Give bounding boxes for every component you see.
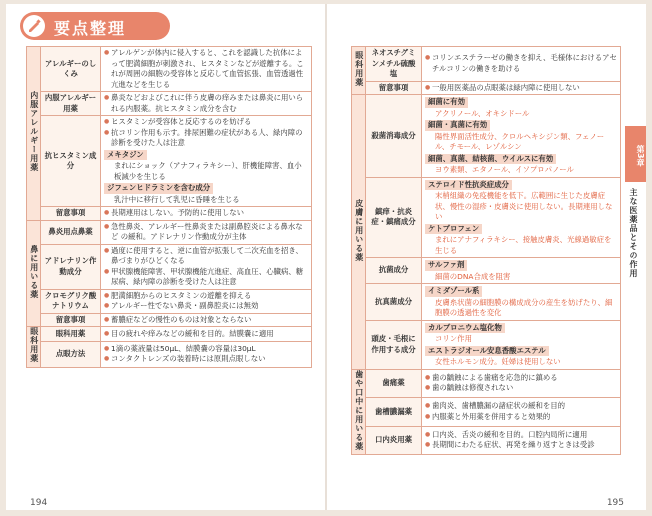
right-table (351, 46, 621, 455)
ingredient-note: まれにショック（アナフィラキシー）、肝機能障害、血小板減少を生じる (114, 161, 302, 181)
book-spread (6, 4, 646, 510)
section-header (20, 12, 170, 40)
bullet-text: ● 内服薬と外用薬を併用すると効果的 (425, 412, 617, 423)
category-cell (27, 327, 41, 368)
group-label: ケトプロフェン (425, 224, 482, 235)
row-heading: クロモグリク酸ナトリウム (41, 289, 101, 313)
category-cell (27, 47, 41, 221)
table-row (27, 207, 312, 221)
category-cell (352, 47, 366, 95)
table-row (352, 284, 621, 321)
row-heading: 歯槽膿漏薬 (366, 398, 422, 427)
bullet-text: ● 目の疲れや痒みなどの緩和を目的。結膜嚢に適用 (104, 329, 308, 340)
bullet-text: ● コリンエステラーゼの働きを抑え、毛様体におけるアセチルコリンの働きを助ける (425, 53, 617, 74)
row-content (422, 369, 621, 398)
group-label: エストラジオール安息香酸エステル (425, 346, 549, 357)
row-content (101, 220, 312, 244)
group-text: 末梢組織の免疫機能を低下。広範囲に生じた皮膚症状、慢性の湿疹・皮膚炎に使用しない。長期連用しない (435, 191, 613, 221)
group-label: 細菌、真菌、結核菌、ウイルスに有効 (425, 154, 556, 165)
row-content (422, 320, 621, 369)
row-content (422, 284, 621, 321)
bullet-text: ● 歯の齲蝕による歯痛を応急的に鎮める (425, 373, 617, 384)
row-content (101, 244, 312, 289)
table-row (27, 92, 312, 116)
bullet-text: ● 口内炎、舌炎の緩和を目的。口腔内局所に適用 (425, 430, 617, 441)
group-text: ヨウ素類、エタノール、イソプロパノール (435, 165, 574, 174)
left-table (26, 46, 312, 368)
row-heading: ネオスチグミンメチル硫酸塩 (366, 47, 422, 82)
ingredient-note: 乳汁中に移行して乳児に昏睡を生じる (114, 194, 240, 204)
table-row (27, 244, 312, 289)
bullet-text: ● 急性鼻炎、アレルギー性鼻炎または副鼻腔炎による鼻水など の緩和。アドレナリン作動成分が主体 (104, 222, 308, 243)
row-heading: 点眼方法 (41, 341, 101, 367)
ingredient-label: ジフェンヒドラミンを含む成分 (104, 183, 213, 194)
table-row (27, 220, 312, 244)
row-content (422, 258, 621, 284)
row-heading: 抗真菌成分 (366, 284, 422, 321)
group-label: サルファ剤 (425, 260, 467, 271)
row-content (101, 207, 312, 221)
bullet-text: ● 長期連用はしない。予防的に使用しない (104, 208, 308, 219)
table-row (27, 116, 312, 207)
category-label: 眼科用薬 (29, 327, 39, 363)
row-content (101, 327, 312, 342)
bullet-text: ● 甲状腺機能障害、甲状腺機能亢進症、高血圧、心臓病、糖尿病、緑内障の診断を受けた人は注意 (104, 267, 308, 288)
bullet-text: ● アレルゲンが体内に侵入すると、これを認識した抗体によって肥満細胞が刺激され、ヒスタミンなどが遊離する。これが周囲の細胞の受容体と反応して血管拡張、血管透過性亢進などを生じる (104, 48, 308, 90)
group-label: 細菌に有効 (425, 97, 468, 108)
category-label: 歯や口中に用いる薬 (354, 369, 364, 451)
group-text: 女性ホルモン成分。妊婦は使用しない (435, 357, 561, 366)
bullet-text: ● ヒスタミンが受容体と反応するのを妨げる (104, 117, 308, 128)
chapter-title: 主な医薬品とその作用 (629, 188, 638, 278)
group-label: カルプロニウム塩化物 (425, 323, 505, 334)
row-content (422, 398, 621, 427)
row-heading: 歯痛薬 (366, 369, 422, 398)
page-number-left: 194 (30, 498, 48, 508)
row-heading: 眼科用薬 (41, 327, 101, 342)
row-heading: 抗菌成分 (366, 258, 422, 284)
row-content (101, 289, 312, 313)
group-text: 細菌のDNA合成を阻害 (435, 271, 511, 281)
table-row (352, 320, 621, 369)
row-content (101, 341, 312, 367)
bullet-text: ● 1滴の薬液量は50μL、結膜嚢の容量は30μL (104, 344, 308, 355)
page-number-right: 195 (606, 498, 624, 508)
table-row (352, 369, 621, 398)
bullet-text: ● 蓄膿症などの慢性のものは対象とならない (104, 315, 308, 326)
bullet-text: ● 歯の齲蝕は修復されない (425, 383, 617, 394)
row-heading: 鼻炎用点鼻薬 (41, 220, 101, 244)
table-row (27, 327, 312, 342)
bullet-text: ● アレルギー性でない鼻炎・副鼻腔炎には無効 (104, 301, 308, 312)
table-row (27, 341, 312, 367)
group-text: 皮膚糸状菌の細胞膜の構成成分の産生を妨げたり、細胞膜の透過性を変化 (435, 297, 613, 317)
ingredient-label: メキタジン (104, 150, 147, 161)
chapter-tab: 第3章 (625, 126, 646, 182)
group-label: 細菌・真菌に有効 (425, 120, 490, 131)
bullet-text: ● 一般用医薬品の点眼薬は緑内障に使用しない (425, 83, 617, 94)
bullet-text: ● 肥満細胞からのヒスタミンの遊離を抑える (104, 291, 308, 302)
bullet-text: ● 過度に使用すると、逆に血管が拡張して二次充血を招き、鼻づまりがひどくなる (104, 246, 308, 267)
row-content (422, 426, 621, 455)
row-heading: 口内炎用薬 (366, 426, 422, 455)
row-heading: 留意事項 (41, 313, 101, 327)
table-row (352, 95, 621, 178)
category-label: 内服アレルギー用薬 (29, 91, 39, 172)
row-content (422, 95, 621, 178)
row-content (422, 81, 621, 95)
row-heading: 頭皮・毛根に作用する成分 (366, 320, 422, 369)
category-cell (27, 220, 41, 327)
bullet-text: ● 鼻炎などおよびこれに伴う皮膚の痒みまたは鼻炎に用いられる内服薬。抗ヒスタミン成分を含む (104, 93, 308, 114)
table-row (352, 81, 621, 95)
table-row (27, 47, 312, 92)
table-row (27, 313, 312, 327)
row-content (101, 47, 312, 92)
table-row (352, 398, 621, 427)
table-row (27, 289, 312, 313)
row-content (101, 116, 312, 207)
table-row (352, 177, 621, 258)
row-heading: 留意事項 (366, 81, 422, 95)
category-cell (352, 95, 366, 370)
table-row (352, 426, 621, 455)
bullet-text: ● コンタクトレンズの装着時には原則点眼しない (104, 354, 308, 365)
category-label: 皮膚に用いる薬 (354, 198, 364, 262)
group-text: まれにアナフィラキシー、接触皮膚炎、光線過敏症を生じる (435, 235, 612, 255)
row-heading: 留意事項 (41, 207, 101, 221)
category-label: 眼科用薬 (354, 50, 364, 87)
gutter (325, 4, 327, 510)
row-content (101, 313, 312, 327)
row-content (101, 92, 312, 116)
group-text: アクリノール、オキシドール (435, 108, 530, 118)
table-row (352, 47, 621, 82)
group-text: 陽性界面活性成分、クロルヘキシジン類、フェノール、チモール、レゾルシン (435, 131, 605, 151)
pencil-icon (23, 15, 45, 37)
group-label: ステロイド性抗炎症成分 (425, 180, 512, 191)
group-label: イミダゾール系 (425, 286, 482, 297)
row-heading: アレルギーのしくみ (41, 47, 101, 92)
row-heading: 鎮痒・抗炎症・鎮痛成分 (366, 177, 422, 258)
row-heading: 殺菌消毒成分 (366, 95, 422, 178)
page-title: 要点整理 (54, 19, 127, 38)
category-cell (352, 369, 366, 455)
row-content (422, 47, 621, 82)
bullet-text: ● 歯肉炎、歯槽膿漏の諸症状の緩和を目的 (425, 401, 617, 412)
bullet-text: ● 長期間にわたる症状、再発を繰り返すときは受診 (425, 440, 617, 451)
bullet-text: ● 抗コリン作用も示す。排尿困難の症状がある人、緑内障の診断を受けた人は注意 (104, 128, 308, 149)
table-row (352, 258, 621, 284)
row-heading: 内服アレルギー用薬 (41, 92, 101, 116)
row-content (422, 177, 621, 258)
category-label: 鼻に用いる薬 (29, 244, 39, 299)
group-text: コリン作用 (435, 334, 472, 343)
row-heading: 抗ヒスタミン成分 (41, 116, 101, 207)
row-heading: アドレナリン作動成分 (41, 244, 101, 289)
